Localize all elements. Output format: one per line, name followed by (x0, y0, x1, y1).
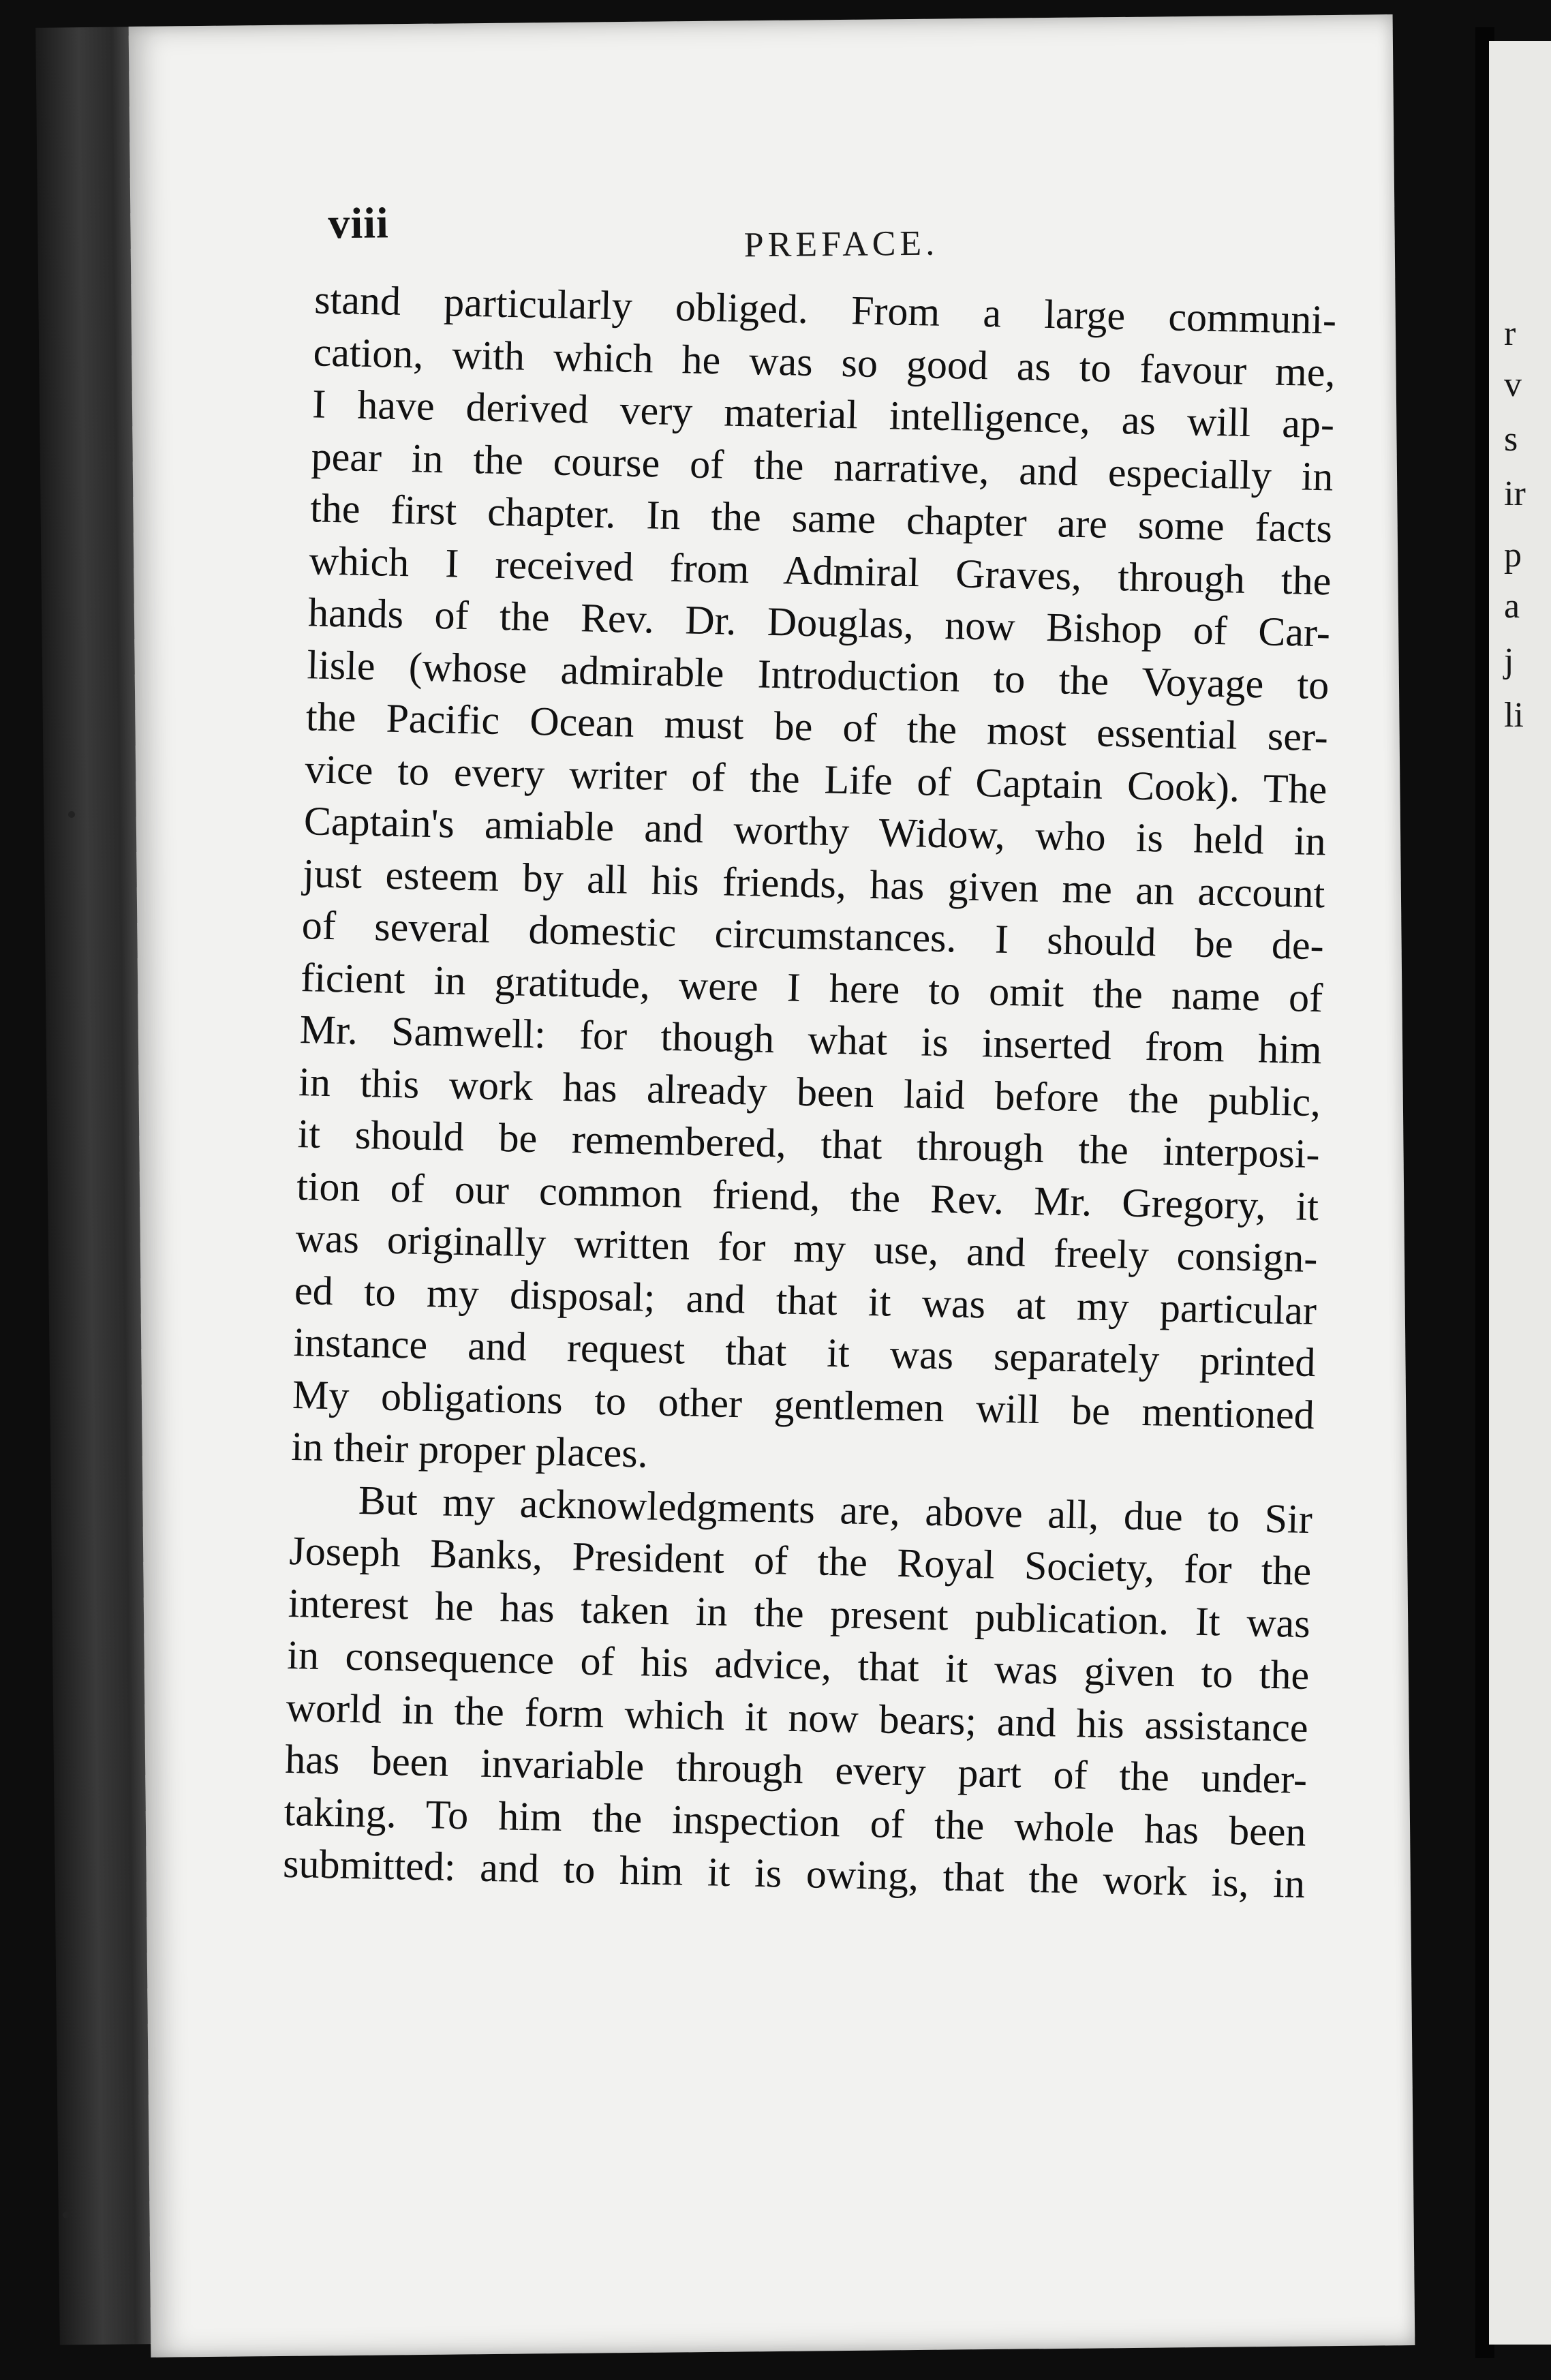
text-line: instance and request that it was separately printed (292, 1319, 1317, 1386)
text-line: But my acknowledgments are, above all, due to Sir (358, 1477, 1313, 1542)
text-line: in this work has already been laid before the public, (298, 1058, 1321, 1125)
text-line: in their proper places. (290, 1424, 649, 1476)
text-line: interest he has taken in the present publication. It was (288, 1580, 1311, 1646)
adjacent-page-fragment: ir (1504, 474, 1526, 513)
scan-speck (63, 2212, 70, 2218)
adjacent-page-fragment: v (1504, 365, 1522, 404)
text-line: I have derived very material intelligence, as will ap- (311, 381, 1335, 447)
text-line: tion of our common friend, the Rev. Mr. Gregory, it (296, 1163, 1319, 1229)
text-line: ficient in gratitude, were I here to omit the name of (300, 954, 1323, 1020)
adjacent-page-fragment: p (1504, 536, 1522, 575)
text-line: in consequence of his advice, that it was given to the (286, 1632, 1310, 1698)
text-line: Joseph Banks, President of the Royal Society, for the (288, 1528, 1312, 1594)
text-line: taking. To him the inspection of the whole has been (283, 1788, 1307, 1855)
text-line: submitted: and to him it is owing, that the work is, in (282, 1840, 1306, 1907)
adjacent-page-fragment: j (1504, 641, 1514, 680)
running-head: PREFACE. (743, 224, 939, 265)
book-page (129, 14, 1415, 2358)
page-number: viii (328, 198, 390, 248)
text-line: the Pacific Ocean must be of the most essential ser- (305, 694, 1329, 760)
text-line: My obligations to other gentlemen will be mentioned (292, 1371, 1315, 1437)
text-line: was originally written for my use, and freely consign- (295, 1215, 1319, 1281)
text-line: stand particularly obliged. From a large communi- (313, 277, 1337, 343)
text-line: Mr. Samwell: for though what is inserted from him (299, 1007, 1323, 1073)
adjacent-page-fragment: s (1504, 420, 1518, 459)
text-line: lisle (whose admirable Introduction to the Voyage to (306, 641, 1330, 707)
text-line: the first chapter. In the same chapter are some facts (309, 485, 1333, 551)
text-line: vice to every writer of the Life of Captain Cook). The (304, 746, 1327, 812)
text-line: pear in the course of the narrative, and especially in (311, 433, 1334, 499)
text-line: ed to my disposal; and that it was at my particular (294, 1267, 1317, 1333)
text-line: cation, with which he was so good as to favour me, (313, 329, 1336, 395)
text-line: hands of the Rev. Dr. Douglas, now Bishop of Car- (307, 590, 1331, 656)
adjacent-page-fragment: a (1504, 587, 1520, 626)
scan-speck (68, 811, 75, 818)
text-line: has been invariable through every part of the under- (284, 1736, 1308, 1803)
adjacent-page-edge (1489, 41, 1551, 2345)
text-line: just esteem by all his friends, has given me an account (302, 850, 1325, 916)
text-line: it should be remembered, that through the interposi- (297, 1111, 1321, 1177)
adjacent-page-fragment: r (1504, 314, 1516, 353)
text-line: of several domestic circumstances. I should be de- (301, 902, 1325, 968)
adjacent-page-fragment: li (1504, 696, 1524, 735)
text-line: which I received from Admiral Graves, through the (309, 537, 1332, 603)
body-text (283, 273, 1337, 1910)
text-line: Captain's amiable and worthy Widow, who is held in (303, 798, 1327, 864)
text-line: world in the form which it now bears; and his assistance (286, 1684, 1309, 1750)
